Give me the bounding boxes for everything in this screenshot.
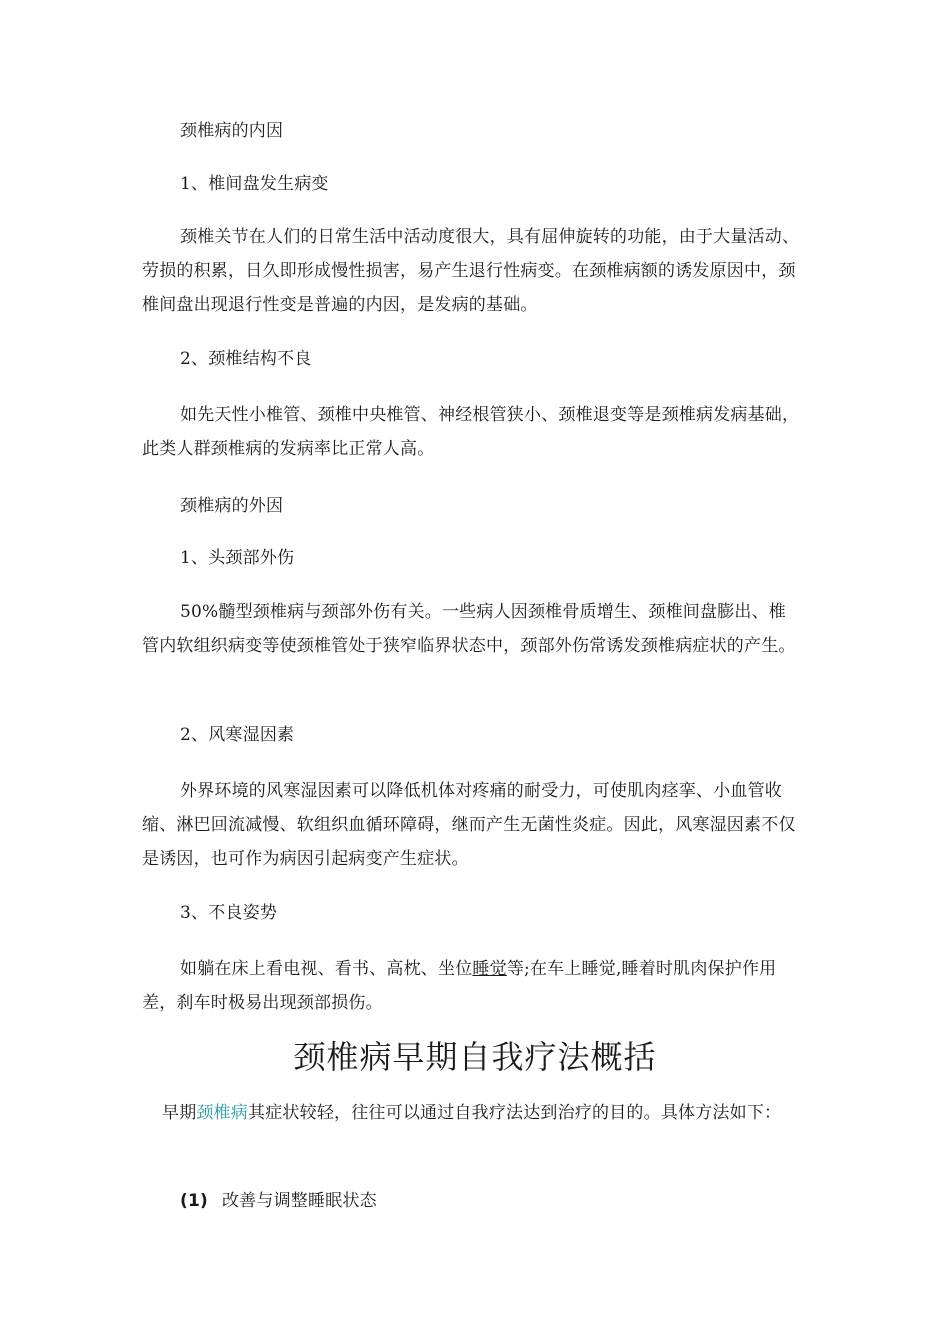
- text-run: 等;在车上睡觉,睡着时肌肉保护作用差，刹车时极易出现颈部损伤。: [142, 959, 777, 1013]
- text-run: 如躺在床上看电视、看书、高枕、坐位: [180, 959, 473, 979]
- sleep-link[interactable]: 睡觉: [472, 959, 507, 979]
- paragraph: 颈椎关节在人们的日常生活中活动度很大，具有屈伸旋转的功能，由于大量活动、劳损的积累，日久即形成慢性损害，易产生退行性病变。在颈椎病额的诱发原因中，颈椎间盘出现退行性变是普遍的内因，是发病的基础。: [142, 227, 800, 315]
- paragraph: [142, 952, 802, 1020]
- list-item: [142, 1184, 802, 1218]
- item-title: 2、颈椎结构不良: [180, 349, 312, 369]
- text-run: 其症状较轻，往往可以通过自我疗法达到治疗的目的。具体方法如下：: [248, 1103, 782, 1123]
- cervical-spondylosis-link[interactable]: 颈椎病: [196, 1103, 249, 1123]
- paragraph: 50%髓型颈椎病与颈部外伤有关。一些病人因颈椎骨质增生、颈椎间盘膨出、椎管内软组织病变等使颈椎管处于狭窄临界状态中，颈部外伤常诱发颈椎病症状的产生。: [142, 602, 796, 656]
- page-title: 颈椎病早期自我疗法概括: [293, 1038, 657, 1076]
- paragraph: 如先天性小椎管、颈椎中央椎管、神经根管狭小、颈椎退变等是颈椎病发病基础，此类人群颈椎病的发病率比正常人高。: [142, 405, 800, 459]
- item-title: 2、风寒湿因素: [180, 725, 295, 745]
- section-heading-external: 颈椎病的外因: [180, 496, 284, 516]
- paragraph: 外界环境的风寒湿因素可以降低机体对疼痛的耐受力，可使肌肉痉挛、小血管收缩、淋巴回流减慢、软组织血循环障碍，继而产生无菌性炎症。因此，风寒湿因素不仅是诱因，也可作为病因引起病变产生症状。: [142, 781, 796, 869]
- item-title: 1、椎间盘发生病变: [180, 174, 329, 194]
- item-title: 3、不良姿势: [180, 903, 278, 923]
- list-item-text: 改善与调整睡眠状态: [221, 1191, 377, 1211]
- text-run: 早期: [162, 1103, 197, 1123]
- item-title: 1、头颈部外伤: [180, 548, 295, 568]
- section-heading-internal: 颈椎病的内因: [180, 121, 284, 141]
- intro-paragraph: [142, 1096, 810, 1130]
- list-number: (1): [180, 1191, 208, 1211]
